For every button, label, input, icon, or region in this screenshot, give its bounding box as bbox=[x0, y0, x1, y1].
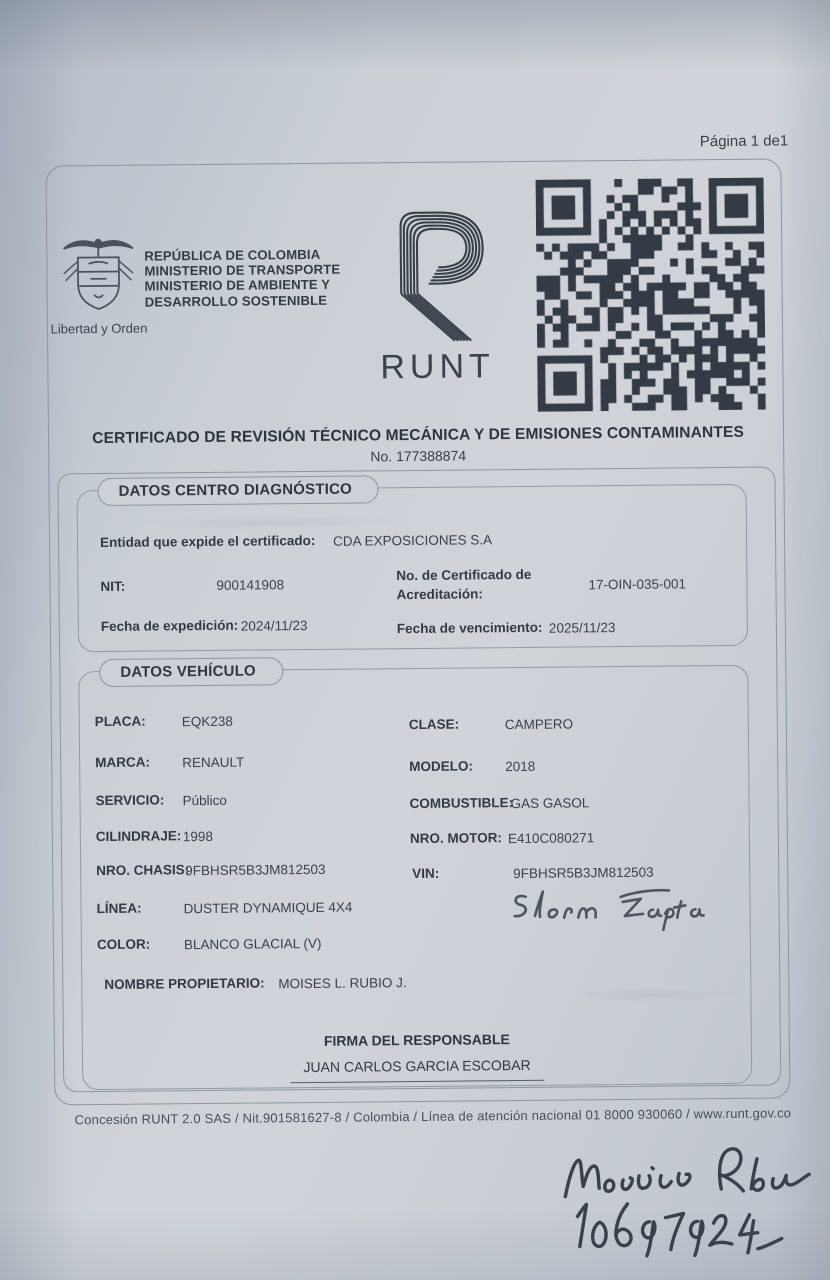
firma-underline bbox=[290, 1079, 544, 1083]
linea-label: LÍNEA: bbox=[96, 900, 142, 917]
handwritten-vin-annotation bbox=[501, 880, 714, 936]
firma-name: JUAN CARLOS GARCIA ESCOBAR bbox=[303, 1056, 531, 1076]
color-value: BLANCO GLACIAL (V) bbox=[183, 935, 322, 953]
placa-value: EQK238 bbox=[181, 713, 233, 730]
ministry-line: REPÚBLICA DE COLOMBIA bbox=[144, 246, 321, 264]
linea-value: DUSTER DYNAMIQUE 4X4 bbox=[183, 899, 353, 917]
runt-wordmark: RUNT bbox=[380, 347, 495, 387]
placa-label: PLACA: bbox=[94, 713, 146, 730]
certificate-title: CERTIFICADO DE REVISIÓN TÉCNICO MECÁNICA Y DE EMISIONES CONTAMINANTES bbox=[92, 423, 744, 448]
owner-value: MOISES L. RUBIO J. bbox=[278, 975, 407, 992]
cilindraje-label: CILINDRAJE: bbox=[95, 828, 182, 845]
combustible-value: GAS GASOL bbox=[510, 795, 590, 812]
nit-value: 900141908 bbox=[216, 577, 285, 593]
servicio-value: Público bbox=[182, 792, 227, 809]
marca-label: MARCA: bbox=[95, 754, 150, 771]
clase-value: CAMPERO bbox=[504, 716, 574, 733]
certificate-number: No. 177388874 bbox=[370, 447, 467, 465]
motor-value: E410C080271 bbox=[507, 830, 595, 847]
entidad-value: CDA EXPOSICIONES S.A bbox=[332, 532, 493, 549]
vin-value: 9FBHSR5B3JM812503 bbox=[513, 864, 654, 882]
firma-heading: FIRMA DEL RESPONSABLE bbox=[323, 1031, 510, 1049]
entidad-label: Entidad que expide el certificado: bbox=[99, 532, 316, 551]
colombia-coat-of-arms-icon bbox=[58, 234, 139, 321]
qr-code bbox=[536, 178, 766, 412]
expedicion-label: Fecha de expedición: bbox=[100, 617, 239, 635]
cilindraje-value: 1998 bbox=[182, 828, 213, 845]
vencimiento-label: Fecha de vencimiento: bbox=[396, 619, 543, 637]
marca-value: RENAULT bbox=[182, 754, 245, 771]
acreditacion-value: 17-OIN-035-001 bbox=[588, 576, 687, 593]
handwritten-signature-number bbox=[561, 1192, 802, 1274]
nit-label: NIT: bbox=[100, 578, 126, 595]
chasis-label: NRO. CHASIS: bbox=[96, 862, 190, 879]
ministry-line: DESARROLLO SOSTENIBLE bbox=[144, 292, 328, 310]
ministry-line: MINISTERIO DE AMBIENTE Y bbox=[144, 277, 331, 294]
vin-label: VIN: bbox=[412, 865, 440, 882]
motor-label: NRO. MOTOR: bbox=[409, 830, 502, 847]
combustible-label: COMBUSTIBLE: bbox=[409, 795, 514, 812]
expedicion-value: 2024/11/23 bbox=[240, 618, 308, 634]
color-label: COLOR: bbox=[96, 936, 151, 953]
ministry-block bbox=[144, 246, 385, 309]
vehiculo-section-title: DATOS VEHÍCULO bbox=[99, 657, 283, 687]
acreditacion-label-line2: Acreditación: bbox=[396, 586, 483, 603]
emblem-caption: Libertad y Orden bbox=[50, 320, 148, 337]
modelo-label: MODELO: bbox=[409, 758, 474, 775]
vencimiento-value: 2025/11/23 bbox=[548, 620, 616, 636]
chasis-value: 9FBHSR5B3JM812503 bbox=[185, 861, 326, 879]
page-indicator: Página 1 de1 bbox=[699, 132, 789, 151]
servicio-label: SERVICIO: bbox=[95, 792, 165, 809]
acreditacion-label-line1: No. de Certificado de bbox=[396, 566, 532, 584]
footer-text: Concesión RUNT 2.0 SAS / Nit.901581627-8 / Colombia / Línea de atención nacional 01 8000 930060 / www.runt.gov.co bbox=[74, 1105, 792, 1128]
centro-diagnostico-section-title: DATOS CENTRO DIAGNÓSTICO bbox=[97, 475, 379, 506]
clase-label: CLASE: bbox=[408, 716, 460, 733]
owner-label: NOMBRE PROPIETARIO: bbox=[104, 975, 265, 992]
runt-logo-icon bbox=[388, 199, 489, 348]
ministry-line: MINISTERIO DE TRANSPORTE bbox=[144, 261, 341, 279]
modelo-value: 2018 bbox=[505, 758, 536, 775]
centro-diagnostico-section bbox=[77, 480, 749, 652]
vehiculo-section bbox=[78, 662, 752, 1090]
